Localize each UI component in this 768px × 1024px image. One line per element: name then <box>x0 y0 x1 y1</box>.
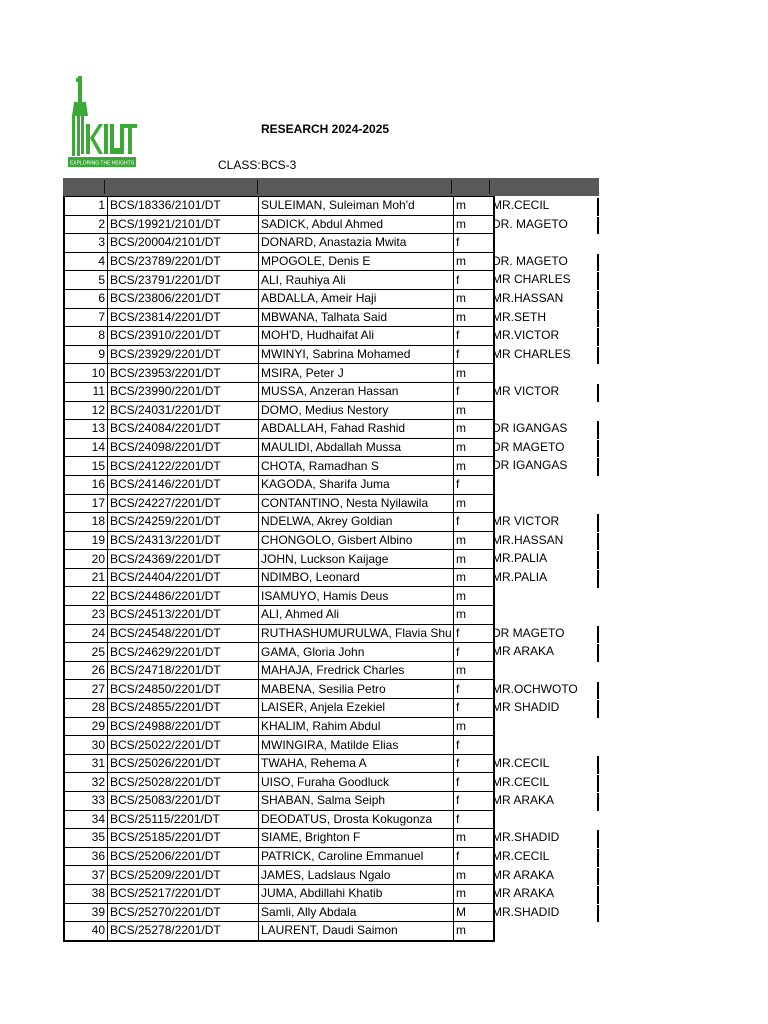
row-bracket-mark <box>597 830 599 848</box>
registration-number: BCS/24404/2201/DT <box>108 568 259 587</box>
table-row <box>64 289 494 308</box>
row-bracket-mark <box>597 347 599 365</box>
registration-number: BCS/25278/2201/DT <box>108 922 259 941</box>
registration-number: BCS/25209/2201/DT <box>108 866 259 885</box>
student-sex: f <box>454 792 495 811</box>
student-name: CHONGOLO, Gisbert Albino <box>259 531 454 550</box>
table-row <box>64 922 494 941</box>
row-bracket-mark <box>597 868 599 886</box>
student-name: MWINYI, Sabrina Mohamed <box>259 345 454 364</box>
row-number: 29 <box>64 717 108 736</box>
supervisor-name: MR.CECIL <box>492 756 550 770</box>
row-number: 13 <box>64 420 108 439</box>
table-row <box>64 215 494 234</box>
student-sex: f <box>454 773 495 792</box>
row-bracket-mark <box>597 254 599 272</box>
row-bracket-mark <box>597 328 599 346</box>
page-title: RESEARCH 2024-2025 <box>261 122 390 136</box>
student-name: DONARD, Anastazia Mwita <box>259 234 454 253</box>
student-name: ISAMUYO, Hamis Deus <box>259 587 454 606</box>
row-number: 19 <box>64 531 108 550</box>
row-bracket-mark <box>597 756 599 774</box>
row-number: 22 <box>64 587 108 606</box>
row-bracket-mark <box>597 533 599 551</box>
row-number: 5 <box>64 271 108 290</box>
student-sex: f <box>454 754 495 773</box>
student-name: MAULIDI, Abdallah Mussa <box>259 438 454 457</box>
student-name: MOH'D, Hudhaifat Ali <box>259 327 454 346</box>
registration-number: BCS/23791/2201/DT <box>108 271 259 290</box>
class-value: BCS-3 <box>261 158 297 172</box>
table-header-bar <box>63 178 599 196</box>
student-name: SIAME, Brighton F <box>259 829 454 848</box>
row-bracket-mark <box>597 626 599 644</box>
table-row <box>64 903 494 922</box>
row-number: 38 <box>64 884 108 903</box>
row-bracket-mark <box>597 440 599 458</box>
student-name: MAHAJA, Fredrick Charles <box>259 661 454 680</box>
row-number: 23 <box>64 606 108 625</box>
registration-number: BCS/24988/2201/DT <box>108 717 259 736</box>
student-sex: f <box>454 345 495 364</box>
table-row <box>64 345 494 364</box>
row-bracket-mark <box>597 682 599 700</box>
student-name: LAURENT, Daudi Saimon <box>259 922 454 941</box>
registration-number: BCS/24369/2201/DT <box>108 550 259 569</box>
table-row <box>64 234 494 253</box>
student-sex: f <box>454 699 495 718</box>
row-number: 18 <box>64 513 108 532</box>
student-name: JOHN, Luckson Kaijage <box>259 550 454 569</box>
row-bracket-mark <box>597 644 599 662</box>
student-sex: m <box>454 401 495 420</box>
registration-number: BCS/23806/2201/DT <box>108 289 259 308</box>
registration-number: BCS/25185/2201/DT <box>108 829 259 848</box>
student-name: LAISER, Anjela Ezekiel <box>259 699 454 718</box>
table-row <box>64 792 494 811</box>
supervisor-name: MR.HASSAN <box>492 291 564 305</box>
table-row <box>64 587 494 606</box>
table-row <box>64 401 494 420</box>
registration-number: BCS/23990/2201/DT <box>108 382 259 401</box>
supervisor-name: DR IGANGAS <box>492 421 568 436</box>
student-sex: m <box>454 866 495 885</box>
table-row <box>64 475 494 494</box>
row-bracket-mark <box>597 849 599 867</box>
row-number: 9 <box>64 345 108 364</box>
student-name: RUTHASHUMURULWA, Flavia Shu <box>259 624 454 643</box>
student-sex: m <box>454 197 495 216</box>
supervisor-name: DR MAGETO <box>492 439 565 454</box>
row-number: 21 <box>64 568 108 587</box>
registration-number: BCS/18336/2101/DT <box>108 197 259 216</box>
table-row <box>64 754 494 773</box>
row-number: 31 <box>64 754 108 773</box>
table-row <box>64 773 494 792</box>
table-row <box>64 699 494 718</box>
svg-text:EXPLORING THE HEIGHTS: EXPLORING THE HEIGHTS <box>69 160 135 167</box>
student-name: JUMA, Abdillahi Khatib <box>259 884 454 903</box>
supervisor-name: MR.PALIA <box>492 570 548 584</box>
student-sex: m <box>454 252 495 271</box>
row-bracket-mark <box>597 886 599 904</box>
registration-number: BCS/24855/2201/DT <box>108 699 259 718</box>
registration-number: BCS/25217/2201/DT <box>108 884 259 903</box>
student-name: ABDALLAH, Fahad Rashid <box>259 420 454 439</box>
student-sex: m <box>454 215 495 234</box>
student-sex: m <box>454 531 495 550</box>
student-name: PATRICK, Caroline Emmanuel <box>259 847 454 866</box>
registration-number: BCS/24313/2201/DT <box>108 531 259 550</box>
supervisor-name: MR ARAKA <box>492 793 555 808</box>
student-sex: m <box>454 438 495 457</box>
supervisor-name: MR ARAKA <box>492 644 555 659</box>
registration-number: BCS/23910/2201/DT <box>108 327 259 346</box>
student-name: ALI, Rauhiya Ali <box>259 271 454 290</box>
row-number: 7 <box>64 308 108 327</box>
student-name: MBWANA, Talhata Said <box>259 308 454 327</box>
supervisor-name: MR.SHADID <box>492 904 560 919</box>
student-sex: m <box>454 717 495 736</box>
row-bracket-mark <box>597 570 599 588</box>
registration-number: BCS/25270/2201/DT <box>108 903 259 922</box>
student-sex: m <box>454 568 495 587</box>
university-logo <box>66 72 138 172</box>
supervisor-name: MR.SETH <box>492 309 546 324</box>
header-divider <box>104 180 105 194</box>
header-divider <box>257 180 258 194</box>
student-sex: f <box>454 680 495 699</box>
registration-number: BCS/25028/2201/DT <box>108 773 259 792</box>
table-row <box>64 884 494 903</box>
supervisor-name: MR.CECIL <box>492 198 550 212</box>
table-row <box>64 643 494 662</box>
student-sex: m <box>454 364 495 383</box>
student-sex: f <box>454 234 495 253</box>
class-label: CLASS: <box>218 158 261 172</box>
student-name: CHOTA, Ramadhan S <box>259 457 454 476</box>
row-bracket-mark <box>597 700 599 718</box>
student-sex: f <box>454 327 495 346</box>
student-name: NDIMBO, Leonard <box>259 568 454 587</box>
registration-number: BCS/25206/2201/DT <box>108 847 259 866</box>
row-bracket-mark <box>597 793 599 811</box>
row-number: 16 <box>64 475 108 494</box>
student-name: Samli, Ally Abdala <box>259 903 454 922</box>
student-name: SULEIMAN, Suleiman Moh'd <box>259 197 454 216</box>
row-number: 17 <box>64 494 108 513</box>
registration-number: BCS/24513/2201/DT <box>108 606 259 625</box>
row-number: 11 <box>64 382 108 401</box>
registration-number: BCS/24629/2201/DT <box>108 643 259 662</box>
supervisor-name: DR. MAGETO <box>492 216 568 231</box>
row-number: 3 <box>64 234 108 253</box>
supervisor-name: MR.CECIL <box>492 774 550 789</box>
student-name: TWAHA, Rehema A <box>259 754 454 773</box>
table-row <box>64 550 494 569</box>
supervisor-name: MR CHARLES <box>492 272 571 287</box>
row-bracket-mark <box>597 217 599 235</box>
table-row <box>64 364 494 383</box>
student-sex: m <box>454 420 495 439</box>
table-row <box>64 866 494 885</box>
registration-number: BCS/23789/2201/DT <box>108 252 259 271</box>
supervisor-name: MR.VICTOR <box>492 328 560 343</box>
row-number: 1 <box>64 197 108 216</box>
supervisor-name: DR MAGETO <box>492 625 565 640</box>
student-name: ALI, Ahmed Ali <box>259 606 454 625</box>
student-name: CONTANTINO, Nesta Nyilawila <box>259 494 454 513</box>
table-row <box>64 568 494 587</box>
row-number: 14 <box>64 438 108 457</box>
student-sex: f <box>454 810 495 829</box>
student-sex: m <box>454 457 495 476</box>
student-name: SHABAN, Salma Seiph <box>259 792 454 811</box>
student-sex: f <box>454 475 495 494</box>
row-number: 40 <box>64 922 108 941</box>
registration-number: BCS/25083/2201/DT <box>108 792 259 811</box>
student-name: MPOGOLE, Denis E <box>259 252 454 271</box>
registration-number: BCS/20004/2101/DT <box>108 234 259 253</box>
student-name: DOMO, Medius Nestory <box>259 401 454 420</box>
student-name: NDELWA, Akrey Goldian <box>259 513 454 532</box>
student-roster-table <box>63 196 495 942</box>
row-number: 24 <box>64 624 108 643</box>
table-row <box>64 513 494 532</box>
row-number: 25 <box>64 643 108 662</box>
row-number: 26 <box>64 661 108 680</box>
row-bracket-mark <box>597 291 599 309</box>
table-row <box>64 438 494 457</box>
registration-number: BCS/24084/2201/DT <box>108 420 259 439</box>
registration-number: BCS/24486/2201/DT <box>108 587 259 606</box>
student-sex: f <box>454 513 495 532</box>
student-sex: f <box>454 736 495 755</box>
supervisor-name: MR ARAKA <box>492 886 555 901</box>
student-name: KHALIM, Rahim Abdul <box>259 717 454 736</box>
table-row <box>64 680 494 699</box>
registration-number: BCS/24146/2201/DT <box>108 475 259 494</box>
row-bracket-mark <box>597 905 599 923</box>
student-sex: m <box>454 829 495 848</box>
table-row <box>64 308 494 327</box>
supervisor-name: MR ARAKA <box>492 867 555 882</box>
supervisor-name: MR CHARLES <box>492 346 571 361</box>
table-row <box>64 252 494 271</box>
student-sex: f <box>454 382 495 401</box>
supervisor-name: MR.OCHWOTO <box>492 681 578 696</box>
supervisor-name: DR. MAGETO <box>492 253 568 268</box>
row-number: 8 <box>64 327 108 346</box>
row-bracket-mark <box>597 310 599 328</box>
student-name: SADICK, Abdul Ahmed <box>259 215 454 234</box>
table-row <box>64 606 494 625</box>
row-number: 12 <box>64 401 108 420</box>
student-sex: m <box>454 587 495 606</box>
supervisor-name: MR.HASSAN <box>492 532 564 547</box>
row-bracket-mark <box>597 384 599 402</box>
row-number: 33 <box>64 792 108 811</box>
registration-number: BCS/24259/2201/DT <box>108 513 259 532</box>
table-row <box>64 382 494 401</box>
row-number: 28 <box>64 699 108 718</box>
row-number: 30 <box>64 736 108 755</box>
row-number: 4 <box>64 252 108 271</box>
student-sex: M <box>454 903 495 922</box>
student-sex: f <box>454 847 495 866</box>
student-sex: f <box>454 271 495 290</box>
student-sex: m <box>454 494 495 513</box>
row-number: 10 <box>64 364 108 383</box>
table-row <box>64 717 494 736</box>
registration-number: BCS/23814/2201/DT <box>108 308 259 327</box>
table-row <box>64 661 494 680</box>
student-name: ABDALLA, Ameir Haji <box>259 289 454 308</box>
registration-number: BCS/24098/2201/DT <box>108 438 259 457</box>
student-sex: m <box>454 606 495 625</box>
table-row <box>64 847 494 866</box>
registration-number: BCS/25026/2201/DT <box>108 754 259 773</box>
kiut-giraffe-logo-icon <box>66 72 138 172</box>
row-number: 2 <box>64 215 108 234</box>
registration-number: BCS/24850/2201/DT <box>108 680 259 699</box>
supervisor-name: MR VICTOR <box>492 384 560 398</box>
row-number: 6 <box>64 289 108 308</box>
student-sex: m <box>454 550 495 569</box>
supervisor-name: MR.PALIA <box>492 551 548 566</box>
table-row <box>64 420 494 439</box>
table-row <box>64 810 494 829</box>
registration-number: BCS/24227/2201/DT <box>108 494 259 513</box>
student-name: MSIRA, Peter J <box>259 364 454 383</box>
student-sex: m <box>454 922 495 941</box>
row-bracket-mark <box>597 514 599 532</box>
student-name: MWINGIRA, Matilde Elias <box>259 736 454 755</box>
registration-number: BCS/24122/2201/DT <box>108 457 259 476</box>
student-sex: m <box>454 289 495 308</box>
row-number: 39 <box>64 903 108 922</box>
registration-number: BCS/23953/2201/DT <box>108 364 259 383</box>
student-sex: m <box>454 661 495 680</box>
registration-number: BCS/25022/2201/DT <box>108 736 259 755</box>
row-bracket-mark <box>597 421 599 439</box>
row-number: 37 <box>64 866 108 885</box>
row-number: 15 <box>64 457 108 476</box>
row-number: 35 <box>64 829 108 848</box>
student-sex: f <box>454 624 495 643</box>
row-number: 27 <box>64 680 108 699</box>
table-row <box>64 271 494 290</box>
student-sex: m <box>454 308 495 327</box>
row-number: 20 <box>64 550 108 569</box>
row-bracket-mark <box>597 198 599 216</box>
student-name: DEODATUS, Drosta Kokugonza <box>259 810 454 829</box>
table-row <box>64 829 494 848</box>
table-row <box>64 624 494 643</box>
header-divider <box>489 180 490 194</box>
supervisor-name: MR VICTOR <box>492 514 560 529</box>
table-row <box>64 736 494 755</box>
student-name: KAGODA, Sharifa Juma <box>259 475 454 494</box>
student-name: MABENA, Sesilia Petro <box>259 680 454 699</box>
row-bracket-mark <box>597 458 599 476</box>
registration-number: BCS/23929/2201/DT <box>108 345 259 364</box>
registration-number: BCS/24718/2201/DT <box>108 661 259 680</box>
student-name: UISO, Furaha Goodluck <box>259 773 454 792</box>
supervisor-name: MR SHADID <box>492 700 560 715</box>
table-row <box>64 327 494 346</box>
registration-number: BCS/19921/2101/DT <box>108 215 259 234</box>
supervisor-name: MR.CECIL <box>492 849 550 863</box>
student-sex: m <box>454 884 495 903</box>
row-number: 34 <box>64 810 108 829</box>
table-row <box>64 494 494 513</box>
row-bracket-mark <box>597 272 599 290</box>
row-bracket-mark <box>597 551 599 569</box>
table-row <box>64 197 494 216</box>
student-sex: f <box>454 643 495 662</box>
row-number: 32 <box>64 773 108 792</box>
registration-number: BCS/25115/2201/DT <box>108 810 259 829</box>
table-row <box>64 457 494 476</box>
header-divider <box>451 180 452 194</box>
row-number: 36 <box>64 847 108 866</box>
registration-number: BCS/24031/2201/DT <box>108 401 259 420</box>
student-name: JAMES, Ladslaus Ngalo <box>259 866 454 885</box>
supervisor-name: MR.SHADID <box>492 830 560 845</box>
registration-number: BCS/24548/2201/DT <box>108 624 259 643</box>
student-name: GAMA, Gloria John <box>259 643 454 662</box>
row-bracket-mark <box>597 775 599 793</box>
student-name: MUSSA, Anzeran Hassan <box>259 382 454 401</box>
table-row <box>64 531 494 550</box>
supervisor-name: DR IGANGAS <box>492 458 568 473</box>
